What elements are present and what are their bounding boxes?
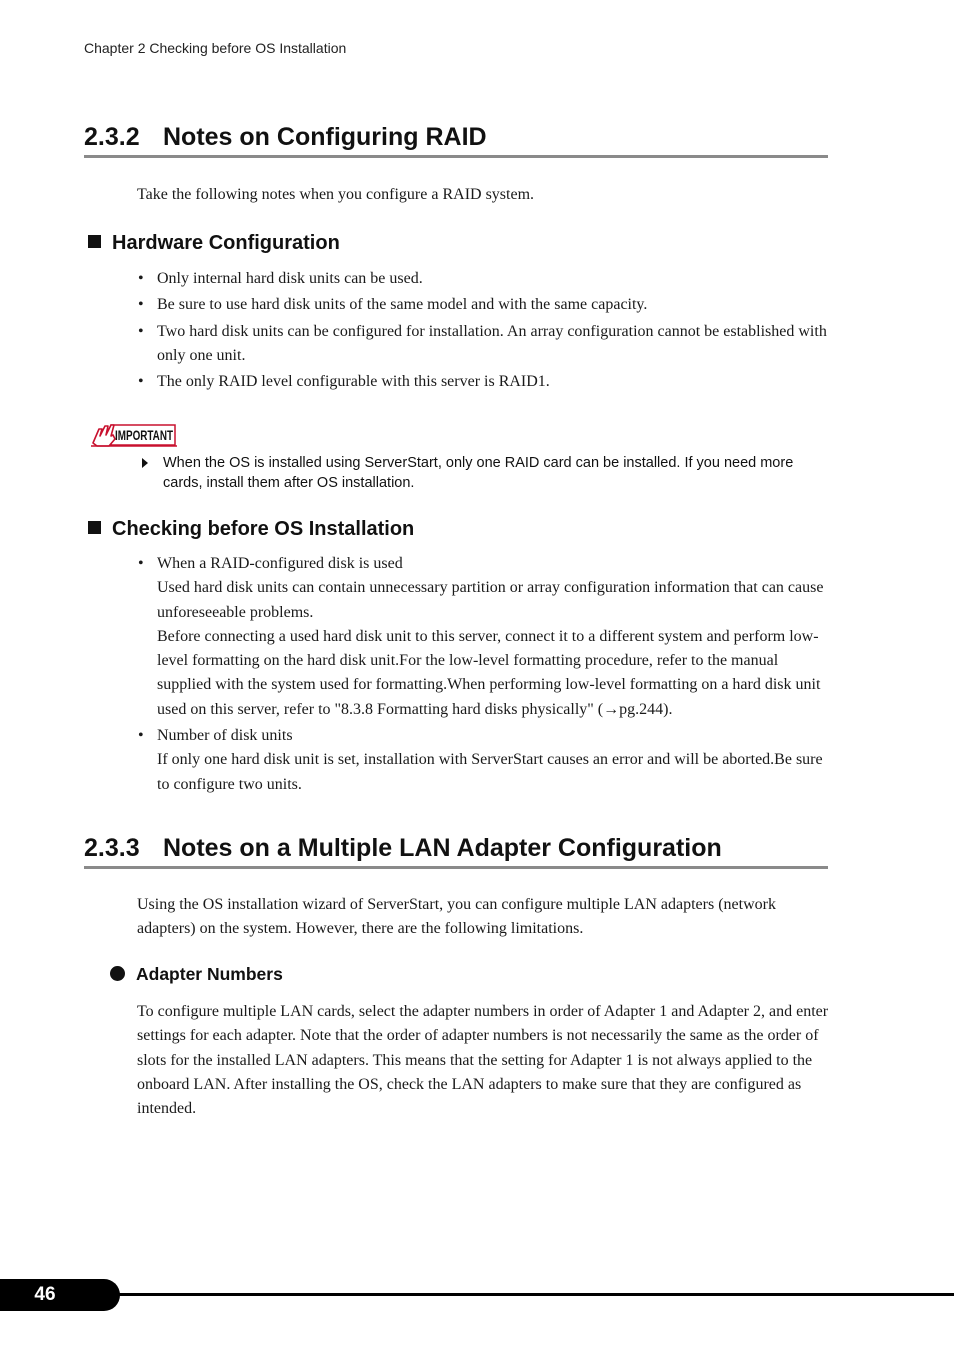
important-icon-label: IMPORTANT <box>115 428 174 443</box>
list-item <box>136 724 830 797</box>
triangle-bullet-icon <box>142 458 148 468</box>
important-hand-icon <box>91 421 177 449</box>
section-232-number: 2.3.2 <box>84 123 140 151</box>
checking-item-body: If only one hard disk unit is set, installation with ServerStart causes an error and will be aborted.Be sure to configure two units. <box>157 751 823 793</box>
adapter-numbers-heading-text: Adapter Numbers <box>136 964 283 984</box>
section-233-number: 2.3.3 <box>84 834 140 862</box>
bullet-dot-icon: • <box>138 727 144 745</box>
section-232-heading: Notes on Configuring RAID <box>163 123 487 151</box>
bullet-dot-icon: • <box>138 322 144 340</box>
checking-item-title: When a RAID-configured disk is used <box>157 555 403 572</box>
bullet-dot-icon: • <box>138 555 144 572</box>
bullet-dot-icon: • <box>138 270 144 287</box>
list-item <box>136 370 830 394</box>
checking-item-body: Before connecting a used hard disk unit to this server, connect it to a different system and perform low-level formatting on the hard disk unit.For the low-level formatting procedure, refer to the manual supplied with the system used for formatting.When performing low-level formatting on a hard disk unit used on this server, refer to "8.3.8 Formatting hard disks physically" (→pg.244). <box>157 627 821 718</box>
checking-heading <box>88 518 414 541</box>
hardware-config-heading-text: Hardware Configuration <box>112 232 340 254</box>
square-bullet-icon <box>88 235 101 248</box>
bullet-dot-icon: • <box>138 373 144 391</box>
list-item <box>136 293 830 317</box>
page-number: 46 <box>34 1284 56 1305</box>
list-item-text: Two hard disk units can be configured for installation. An array configuration cannot be established with only one unit. <box>157 322 827 364</box>
list-item <box>136 267 830 291</box>
section-232-title <box>84 123 828 158</box>
bullet-dot-icon: • <box>138 296 144 314</box>
running-header: Chapter 2 Checking before OS Installation <box>84 40 347 56</box>
list-item <box>136 552 830 722</box>
checking-heading-text: Checking before OS Installation <box>112 518 415 540</box>
list-item-text: Be sure to use hard disk units of the same model and with the same capacity. <box>157 296 648 314</box>
footer-rule <box>110 1293 954 1296</box>
adapter-numbers-heading <box>110 964 283 985</box>
section-232-intro: Take the following notes when you configure a RAID system. <box>137 186 535 203</box>
section-233-heading: Notes on a Multiple LAN Adapter Configuration <box>163 834 722 862</box>
section-233-title <box>84 834 828 869</box>
circle-bullet-icon <box>110 966 125 981</box>
hardware-config-heading <box>88 232 340 255</box>
list-item-text: The only RAID level configurable with this server is RAID1. <box>157 373 550 391</box>
important-note <box>142 453 832 493</box>
square-bullet-icon <box>88 521 101 534</box>
hardware-config-list <box>136 267 830 394</box>
page-number-tab <box>0 1279 120 1311</box>
important-note-text: When the OS is installed using ServerStart, only one RAID card can be installed. If you need more cards, install them after OS installation. <box>163 455 794 491</box>
list-item-text: Only internal hard disk units can be used. <box>157 270 423 287</box>
checking-item-body: Used hard disk units can contain unnecessary partition or array configuration information that can cause unforeseeable problems. <box>157 579 824 621</box>
section-233-intro: Using the OS installation wizard of ServerStart, you can configure multiple LAN adapters (network adapters) on the system. However, there are the following limitations. <box>137 896 776 938</box>
adapter-numbers-body: To configure multiple LAN cards, select the adapter numbers in order of Adapter 1 and Adapter 2, and enter settings for each adapter. Note that the order of adapter numbers is not necessarily the same as the order of slots for the installed LAN adapters. This means that the setting for Adapter 1 is not always applied to the onboard LAN. After installing the OS, check the LAN adapters to make sure that they are configured as intended. <box>137 1003 829 1118</box>
checking-list <box>136 552 830 797</box>
checking-item-title: Number of disk units <box>157 727 293 745</box>
list-item <box>136 320 830 369</box>
